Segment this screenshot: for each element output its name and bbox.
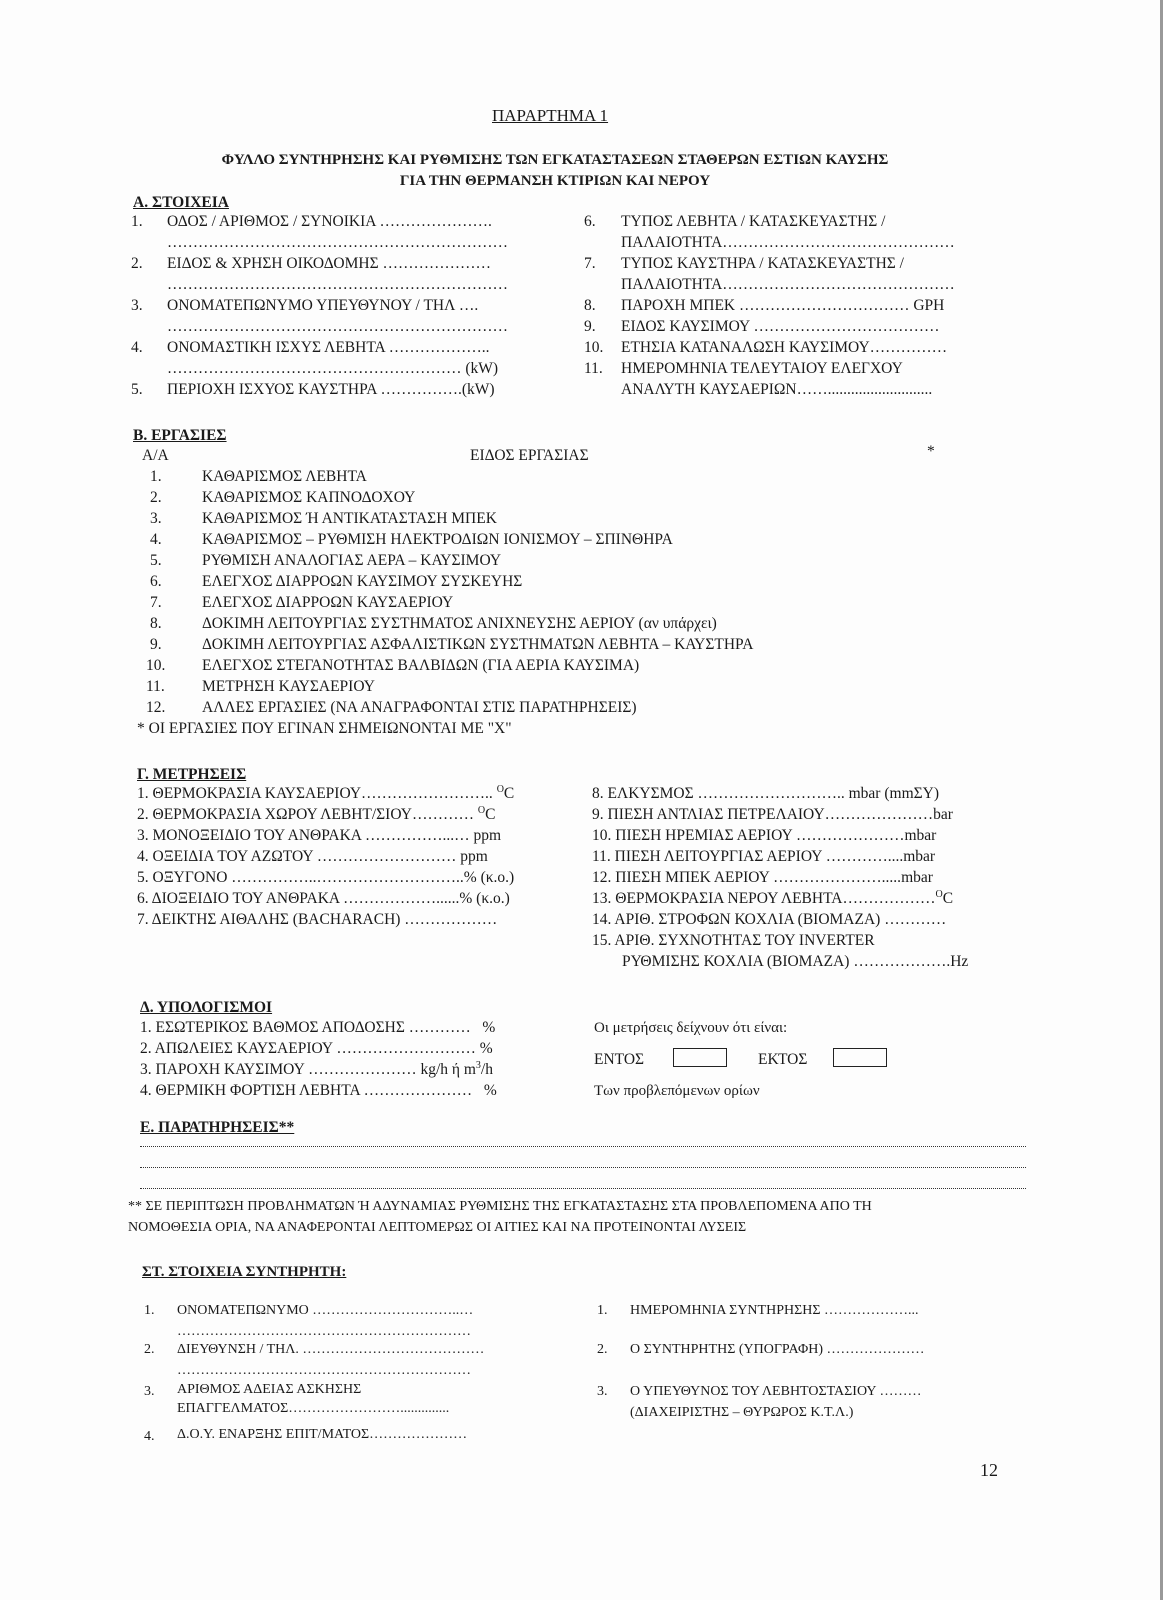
col-header-aa: Α/Α — [142, 447, 169, 464]
measurement-gas-nozzle-pressure[interactable]: 12. ΠΙΕΣΗ ΜΠΕΚ ΑΕΡΙΟΥ ………………….....mbar — [592, 869, 933, 886]
field-responsible-name[interactable]: ΟΝΟΜΑΤΕΠΩΝΥΜΟ ΥΠΕΥΘΥΝΟΥ / ΤΗΛ …. — [167, 297, 479, 314]
maintainer-license-field-cont[interactable]: ΕΠΑΓΓΕΛΜΑΤΟΣ…………………….............. — [177, 1401, 450, 1416]
col-header-task-type: ΕΙΔΟΣ ΕΡΓΑΣΙΑΣ — [470, 447, 589, 464]
field-street-address-cont[interactable]: ………………………………………………………… — [167, 234, 508, 251]
task-row: ΚΑΘΑΡΙΣΜΟΣ ΚΑΠΝΟΔΟΧΟΥ — [202, 489, 416, 506]
calc-thermal-load[interactable]: 4. ΘΕΡΜΙΚΗ ΦΟΡΤΙΣΗ ΛΕΒΗΤΑ ………………… % — [140, 1082, 497, 1099]
field-last-analyser-check[interactable]: ΗΜΕΡΟΜΗΝΙΑ ΤΕΛΕΥΤΑΙΟΥ ΕΛΕΓΧΟΥ — [621, 360, 903, 377]
maintainer-num: 1. — [144, 1303, 155, 1318]
measurement-inverter-frequency: 15. ΑΡΙΘ. ΣΥΧΝΟΤΗΤΑΣ ΤΟΥ INVERTER — [592, 932, 875, 949]
page-number: 12 — [980, 1460, 998, 1480]
task-row: ΔΟΚΙΜΗ ΛΕΙΤΟΥΡΓΙΑΣ ΑΣΦΑΛΙΣΤΙΚΩΝ ΣΥΣΤΗΜΑΤΩΝ ΛΕΒΗΤΑ – ΚΑΥΣΤΗΡΑ — [202, 636, 754, 653]
field-num: 10. — [584, 339, 604, 356]
field-num: 6. — [584, 213, 596, 230]
tasks-footnote: * ΟΙ ΕΡΓΑΣΙΕΣ ΠΟΥ ΕΓΙΝΑΝ ΣΗΜΕΙΩΝΟΝΤΑΙ ΜΕ "Χ" — [137, 720, 512, 737]
calc-fuel-flow[interactable]: 3. ΠΑΡΟΧΗ ΚΑΥΣΙΜΟΥ ………………… kg/h ή $m^3/h$ — [140, 1060, 493, 1078]
task-row: ΡΥΘΜΙΣΗ ΑΝΑΛΟΓΙΑΣ ΑΕΡΑ – ΚΑΥΣΙΜΟΥ — [202, 552, 502, 569]
calc-efficiency[interactable]: 1. ΕΣΩΤΕΡΙΚΟΣ ΒΑΘΜΟΣ ΑΠΟΔΟΣΗΣ ………… % — [140, 1019, 496, 1036]
section-c-heading: Γ. ΜΕΤΡΗΣΕΙΣ — [137, 766, 247, 783]
measurement-draught[interactable]: 8. ΕΛΚΥΣΜΟΣ ……………………….. mbar (mmΣΥ) — [592, 785, 939, 802]
maintainer-name-field-cont[interactable]: ……………………………………………………… — [177, 1324, 471, 1339]
maintenance-date-field[interactable]: ΗΜΕΡΟΜΗΝΙΑ ΣΥΝΤΗΡΗΣΗΣ ………………... — [630, 1303, 919, 1318]
field-num: 4. — [131, 339, 143, 356]
maintainer-license-field[interactable]: ΑΡΙΘΜΟΣ ΑΔΕΙΑΣ ΑΣΚΗΣΗΣ — [177, 1382, 362, 1397]
task-row: ΚΑΘΑΡΙΣΜΟΣ ΛΕΒΗΤΑ — [202, 468, 367, 485]
task-num: 11. — [146, 678, 165, 695]
field-nozzle-flow[interactable]: ΠΑΡΟΧΗ ΜΠΕΚ …………………………… GPH — [621, 297, 945, 314]
field-num: 2. — [131, 255, 143, 272]
field-annual-consumption[interactable]: ΕΤΗΣΙΑ ΚΑΤΑΝΑΛΩΣΗ ΚΑΥΣΙΜΟΥ…………… — [621, 339, 948, 356]
task-num: 5. — [150, 552, 162, 569]
task-num: 7. — [150, 594, 162, 611]
task-num: 6. — [150, 573, 162, 590]
within-limits-label: ΕΝΤΟΣ — [594, 1051, 645, 1068]
section-e-heading: Ε. ΠΑΡΑΤΗΡΗΣΕΙΣ** — [140, 1119, 295, 1136]
task-row: ΚΑΘΑΡΙΣΜΟΣ Ή ΑΝΤΙΚΑΤΑΣΤΑΣΗ ΜΠΕΚ — [202, 510, 497, 527]
task-num: 1. — [150, 468, 162, 485]
field-burner-type[interactable]: ΤΥΠΟΣ ΚΑΥΣΤΗΡΑ / ΚΑΤΑΣΚΕΥΑΣΤΗΣ / — [621, 255, 904, 272]
signoff-num: 3. — [597, 1384, 608, 1399]
field-boiler-type[interactable]: ΤΥΠΟΣ ΛΕΒΗΤΑ / ΚΑΤΑΣΚΕΥΑΣΤΗΣ / — [621, 213, 886, 230]
measurement-water-temp[interactable]: 13. ΘΕΡΜΟΚΡΑΣΙΑ ΝΕΡΟΥ ΛΕΒΗΤΑ………………$^O$C — [592, 889, 954, 907]
measurement-co2[interactable]: 6. ΔΙΟΞΕΙΔΙΟ ΤΟΥ ΑΝΘΡΑΚΑ ………………......% (κ.ο.) — [137, 890, 510, 907]
maintainer-address-field-cont[interactable]: ……………………………………………………… — [177, 1363, 471, 1378]
field-boiler-power-cont[interactable]: ………………………………………………… (kW) — [167, 360, 499, 377]
task-row: ΔΟΚΙΜΗ ΛΕΙΤΟΥΡΓΙΑΣ ΣΥΣΤΗΜΑΤΟΣ ΑΝΙΧΝΕΥΣΗΣ ΑΕΡΙΟΥ (αν υπάρχει) — [202, 615, 717, 632]
task-row: ΜΕΤΡΗΣΗ ΚΑΥΣΑΕΡΙΟΥ — [202, 678, 375, 695]
remarks-line-3[interactable] — [140, 1188, 1026, 1189]
maintainer-num: 4. — [144, 1429, 155, 1444]
field-fuel-type[interactable]: ΕΙΔΟΣ ΚΑΥΣΙΜΟΥ ……………………………… — [621, 318, 940, 335]
field-num: 5. — [131, 381, 143, 398]
maintainer-num: 2. — [144, 1342, 155, 1357]
maintainer-address-field[interactable]: ΔΙΕΥΘΥΝΣΗ / ΤΗΛ. ………………………………… — [177, 1342, 485, 1357]
measurement-co[interactable]: 3. ΜΟΝΟΞΕΙΔΙΟ ΤΟΥ ΑΝΘΡΑΚΑ ……………...… ppm — [137, 827, 502, 844]
remarks-note-line-1: ** ΣΕ ΠΕΡΙΠΤΩΣΗ ΠΡΟΒΛΗΜΑΤΩΝ Ή ΑΔΥΝΑΜΙΑΣ ΡΥΘΜΙΣΗΣ ΤΗΣ ΕΓΚΑΤΑΣΤΑΣΗΣ ΣΤΑ ΠΡΟΒΛΕΠΟΜΕΝΑ ΑΠΟ ΤΗ — [128, 1199, 872, 1214]
remarks-note-line-2: ΝΟΜΟΘΕΣΙΑ ΟΡΙΑ, ΝΑ ΑΝΑΦΕΡΟΝΤΑΙ ΛΕΠΤΟΜΕΡΩΣ ΟΙ ΑΙΤΙΕΣ ΚΑΙ ΝΑ ΠΡΟΤΕΙΝΟΝΤΑΙ ΛΥΣΕΙΣ — [128, 1220, 747, 1235]
field-burner-type-cont[interactable]: ΠΑΛΑΙΟΤΗΤΑ……………………………………… — [621, 276, 955, 293]
measurement-gas-static-pressure[interactable]: 10. ΠΙΕΣΗ ΗΡΕΜΙΑΣ ΑΕΡΙΟΥ …………………mbar — [592, 827, 937, 844]
limits-caption: Των προβλεπόμενων ορίων — [594, 1083, 760, 1099]
task-num: 12. — [146, 699, 166, 716]
outside-limits-label: ΕΚΤΟΣ — [758, 1051, 808, 1068]
boiler-room-manager-field-cont: (ΔΙΑΧΕΙΡΙΣΤΗΣ – ΘΥΡΩΡΟΣ Κ.Τ.Λ.) — [630, 1405, 854, 1420]
task-row: ΕΛΕΓΧΟΣ ΣΤΕΓΑΝΟΤΗΤΑΣ ΒΑΛΒΙΔΩΝ (ΓΙΑ ΑΕΡΙΑ ΚΑΥΣΙΜΑ) — [202, 657, 640, 674]
field-boiler-power[interactable]: ΟΝΟΜΑΣΤΙΚΗ ΙΣΧΥΣ ΛΕΒΗΤΑ ……………….. — [167, 339, 490, 356]
field-burner-power-range[interactable]: ΠΕΡΙΟΧΗ ΙΣΧΥΟΣ ΚΑΥΣΤΗΡΑ …………….(kW) — [167, 381, 495, 398]
remarks-line-2[interactable] — [140, 1167, 1026, 1168]
annex-title: ΠΑΡΑΡΤΗΜΑ 1 — [492, 106, 609, 125]
section-d-heading: Δ. ΥΠΟΛΟΓΙΣΜΟΙ — [140, 999, 273, 1016]
field-boiler-type-cont[interactable]: ΠΑΛΑΙΟΤΗΤΑ……………………………………… — [621, 234, 955, 251]
measurement-bacharach[interactable]: 7. ΔΕΙΚΤΗΣ ΑΙΘΑΛΗΣ (BACHARACH) ……………… — [137, 911, 498, 928]
task-num: 9. — [150, 636, 162, 653]
measurement-oil-pump-pressure[interactable]: 9. ΠΙΕΣΗ ΑΝΤΛΙΑΣ ΠΕΤΡΕΛΑΙΟΥ…………………bar — [592, 806, 953, 823]
form-title-line-1: ΦΥΛΛΟ ΣΥΝΤΗΡΗΣΗΣ ΚΑΙ ΡΥΘΜΙΣΗΣ ΤΩΝ ΕΓΚΑΤΑΣΤΑΣΕΩΝ ΣΤΑΘΕΡΩΝ ΕΣΤΙΩΝ ΚΑΥΣΗΣ — [221, 152, 889, 168]
field-building-type[interactable]: ΕΙΔΟΣ & ΧΡΗΣΗ ΟΙΚΟΔΟΜΗΣ ………………… — [167, 255, 491, 272]
outside-limits-checkbox[interactable] — [833, 1048, 887, 1067]
field-street-address[interactable]: ΟΔΟΣ / ΑΡΙΘΜΟΣ / ΣΥΝΟΙΚΙΑ …………………. — [167, 213, 492, 230]
field-num: 1. — [131, 213, 143, 230]
maintainer-name-field[interactable]: ΟΝΟΜΑΤΕΠΩΝΥΜΟ …………………………..… — [177, 1303, 474, 1318]
signoff-num: 1. — [597, 1303, 608, 1318]
task-row: ΕΛΕΓΧΟΣ ΔΙΑΡΡΟΩΝ ΚΑΥΣΑΕΡΙΟΥ — [202, 594, 454, 611]
task-num: 2. — [150, 489, 162, 506]
signoff-num: 2. — [597, 1342, 608, 1357]
maintainer-num: 3. — [144, 1384, 155, 1399]
task-num: 3. — [150, 510, 162, 527]
field-responsible-name-cont[interactable]: ………………………………………………………… — [167, 318, 508, 335]
field-num: 3. — [131, 297, 143, 314]
measurement-gas-operating-pressure[interactable]: 11. ΠΙΕΣΗ ΛΕΙΤΟΥΡΓΙΑΣ ΑΕΡΙΟΥ …………....mbar — [592, 848, 936, 865]
remarks-line-1[interactable] — [140, 1146, 1026, 1147]
measurement-result-label: Οι μετρήσεις δείχνουν ότι είναι: — [594, 1020, 788, 1036]
task-row: ΚΑΘΑΡΙΣΜΟΣ – ΡΥΘΜΙΣΗ ΗΛΕΚΤΡΟΔΙΩΝ ΙΟΝΙΣΜΟΥ – ΣΠΙΝΘΗΡΑ — [202, 531, 673, 548]
measurement-boiler-room-temp[interactable]: 2. ΘΕΡΜΟΚΡΑΣΙΑ ΧΩΡΟΥ ΛΕΒΗΤ/ΣΙΟΥ………… $^O$C — [137, 805, 496, 823]
task-num: 4. — [150, 531, 162, 548]
measurement-flue-gas-temp[interactable]: 1. ΘΕΡΜΟΚΡΑΣΙΑ ΚΑΥΣΑΕΡΙΟΥ…………………….. $^O$C — [137, 784, 515, 802]
form-title-line-2: ΓΙΑ ΤΗΝ ΘΕΡΜΑΝΣΗ ΚΤΙΡΙΩΝ ΚΑΙ ΝΕΡΟΥ — [399, 173, 711, 189]
task-row: ΑΛΛΕΣ ΕΡΓΑΣΙΕΣ (ΝΑ ΑΝΑΓΡΑΦΟΝΤΑΙ ΣΤΙΣ ΠΑΡΑΤΗΡΗΣΕΙΣ) — [202, 699, 637, 716]
field-num: 7. — [584, 255, 596, 272]
task-row: ΕΛΕΓΧΟΣ ΔΙΑΡΡΟΩΝ ΚΑΥΣΙΜΟΥ ΣΥΣΚΕΥΗΣ — [202, 573, 523, 590]
field-num: 11. — [584, 360, 603, 377]
measurement-nox[interactable]: 4. ΟΞΕΙΔΙΑ ΤΟΥ ΑΖΩΤΟΥ ……………………… ppm — [137, 848, 488, 865]
measurement-o2[interactable]: 5. ΟΞΥΓΟΝΟ ……………..………………………..% (κ.ο.) — [137, 869, 515, 886]
calc-flue-losses[interactable]: 2. ΑΠΩΛΕΙΕΣ ΚΑΥΣΑΕΡΙΟΥ ……………………… % — [140, 1040, 493, 1057]
within-limits-checkbox[interactable] — [673, 1048, 727, 1067]
section-f-heading: ΣΤ. ΣΤΟΙΧΕΙΑ ΣΥΝΤΗΡΗΤΗ: — [142, 1264, 347, 1280]
task-num: 10. — [146, 657, 166, 674]
field-num: 9. — [584, 318, 596, 335]
field-last-analyser-check-cont[interactable]: ΑΝΑΛΥΤΗ ΚΑΥΣΑΕΡΙΩΝ……........................... — [621, 381, 933, 398]
maintainer-signature-field[interactable]: Ο ΣΥΝΤΗΡΗΤΗΣ (ΥΠΟΓΡΑΦΗ) ………………… — [630, 1342, 925, 1357]
field-building-type-cont[interactable]: ………………………………………………………… — [167, 276, 508, 293]
section-b-heading: Β. ΕΡΓΑΣΙΕΣ — [133, 427, 227, 444]
measurement-screw-rpm[interactable]: 14. ΑΡΙΘ. ΣΤΡΟΦΩΝ ΚΟΧΛΙΑ (ΒΙΟΜΑΖΑ) ………… — [592, 911, 947, 928]
maintainer-tax-office-field[interactable]: Δ.Ο.Υ. ΕΝΑΡΞΗΣ ΕΠΙΤ/ΜΑΤΟΣ………………… — [177, 1427, 468, 1442]
boiler-room-manager-field[interactable]: Ο ΥΠΕΥΘΥΝΟΣ ΤΟΥ ΛΕΒΗΤΟΣΤΑΣΙΟΥ ……… — [630, 1384, 922, 1399]
task-num: 8. — [150, 615, 162, 632]
measurement-inverter-frequency-cont[interactable]: ΡΥΘΜΙΣΗΣ ΚΟΧΛΙΑ (ΒΙΟΜΑΖΑ) ……………….Hz — [622, 953, 969, 970]
section-a-heading: Α. ΣΤΟΙΧΕΙΑ — [133, 194, 229, 211]
field-num: 8. — [584, 297, 596, 314]
col-header-mark: * — [927, 443, 935, 460]
